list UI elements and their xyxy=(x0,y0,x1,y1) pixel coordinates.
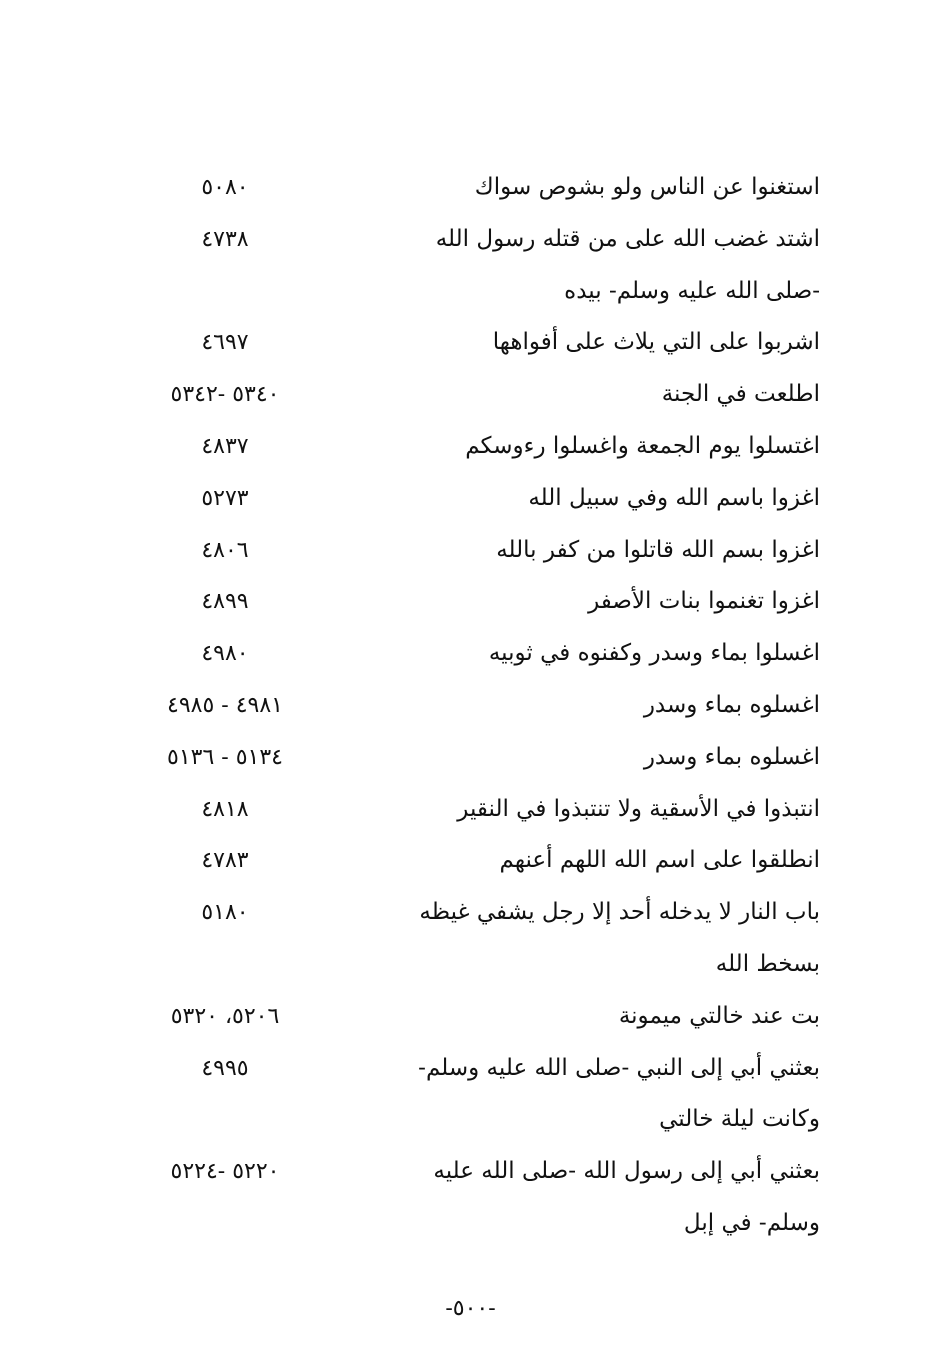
index-entry xyxy=(120,680,820,732)
index-entry xyxy=(120,214,820,318)
entry-text: اطلعت في الجنة xyxy=(661,381,820,408)
entry-text: انطلقوا على اسم الله اللهم أعنهم xyxy=(499,847,820,874)
index-entry xyxy=(120,525,820,577)
entry-text: اشتد غضب الله على من قتله رسول الله -صلى الله عليه وسلم- بيده xyxy=(435,225,820,304)
entry-reference-numbers: ٤٩٨٠ xyxy=(201,641,249,667)
entry-reference-numbers: ٥١٣٤ - ٥١٣٦ xyxy=(167,744,283,770)
entry-reference-numbers: ٥٢٢٠ -٥٢٢٤ xyxy=(170,1159,280,1185)
entry-text: انتبذوا في الأسقية ولا تنتبذوا في النقير xyxy=(457,795,820,822)
index-entry xyxy=(120,317,820,369)
index-entry xyxy=(120,162,820,214)
entry-reference-numbers: ٥٣٤٠ -٥٣٤٢ xyxy=(170,382,280,408)
entry-reference-numbers: ٥٢٧٣ xyxy=(201,485,249,511)
entry-reference-numbers: ٤٧٨٣ xyxy=(201,848,249,874)
entry-reference-numbers: ٥٢٠٦، ٥٣٢٠ xyxy=(170,1003,280,1029)
index-entry xyxy=(120,369,820,421)
entry-reference-numbers: ٤٨٠٦ xyxy=(201,537,249,563)
index-entry xyxy=(120,1146,820,1250)
page-number: -٥٠٠- xyxy=(445,1296,496,1321)
index-entry xyxy=(120,628,820,680)
entry-text: اغتسلوا يوم الجمعة واغسلوا رءوسكم xyxy=(465,432,820,459)
entry-text: اغسلوه بماء وسدر xyxy=(643,743,820,770)
entry-reference-numbers: ٥٠٨٠ xyxy=(201,175,249,200)
entry-text: بعثني أبي إلى النبي -صلى الله عليه وسلم- وكانت ليلة خالتي xyxy=(418,1054,820,1133)
entry-reference-numbers: ٤٦٩٧ xyxy=(201,330,249,356)
entry-text: اغزوا تغنموا بنات الأصفر xyxy=(588,588,820,615)
entry-text: بت عند خالتي ميمونة xyxy=(618,1002,820,1029)
entry-reference-numbers: ٤٧٣٨ xyxy=(201,226,249,252)
entry-text: بعثني أبي إلى رسول الله -صلى الله عليه وسلم- في إبل xyxy=(433,1158,820,1236)
entry-reference-numbers: ٤٨٣٧ xyxy=(201,433,249,459)
index-entry xyxy=(120,784,820,836)
entry-text: اشربوا على التي يلاث على أفواهها xyxy=(492,329,820,356)
entry-text: اغسلوه بماء وسدر xyxy=(643,691,820,718)
index-entry xyxy=(120,887,820,991)
entry-reference-numbers: ٤٩٨١ - ٤٩٨٥ xyxy=(167,692,283,718)
entry-text: اغسلوا بماء وسدر وكفنوه في ثوبيه xyxy=(488,640,820,667)
entry-text: باب النار لا يدخله أحد إلا رجل يشفي غيظه بسخط الله xyxy=(419,899,820,977)
entry-text: استغنوا عن الناس ولو بشوص سواك xyxy=(474,174,820,200)
entry-reference-numbers: ٥١٨٠ xyxy=(201,900,249,926)
index-entry xyxy=(120,576,820,628)
index-entry xyxy=(120,732,820,784)
index-entry xyxy=(120,473,820,525)
index-entry xyxy=(120,835,820,887)
entry-text: اغزوا باسم الله وفي سبيل الله xyxy=(528,484,820,511)
entry-reference-numbers: ٤٩٩٥ xyxy=(201,1055,249,1081)
hadith-index-list xyxy=(120,162,820,1250)
entry-text: اغزوا بسم الله قاتلوا من كفر بالله xyxy=(496,536,820,563)
index-entry xyxy=(120,991,820,1043)
index-entry xyxy=(120,1043,820,1147)
index-entry xyxy=(120,421,820,473)
entry-reference-numbers: ٤٨١٨ xyxy=(201,796,249,822)
entry-reference-numbers: ٤٨٩٩ xyxy=(201,589,249,615)
